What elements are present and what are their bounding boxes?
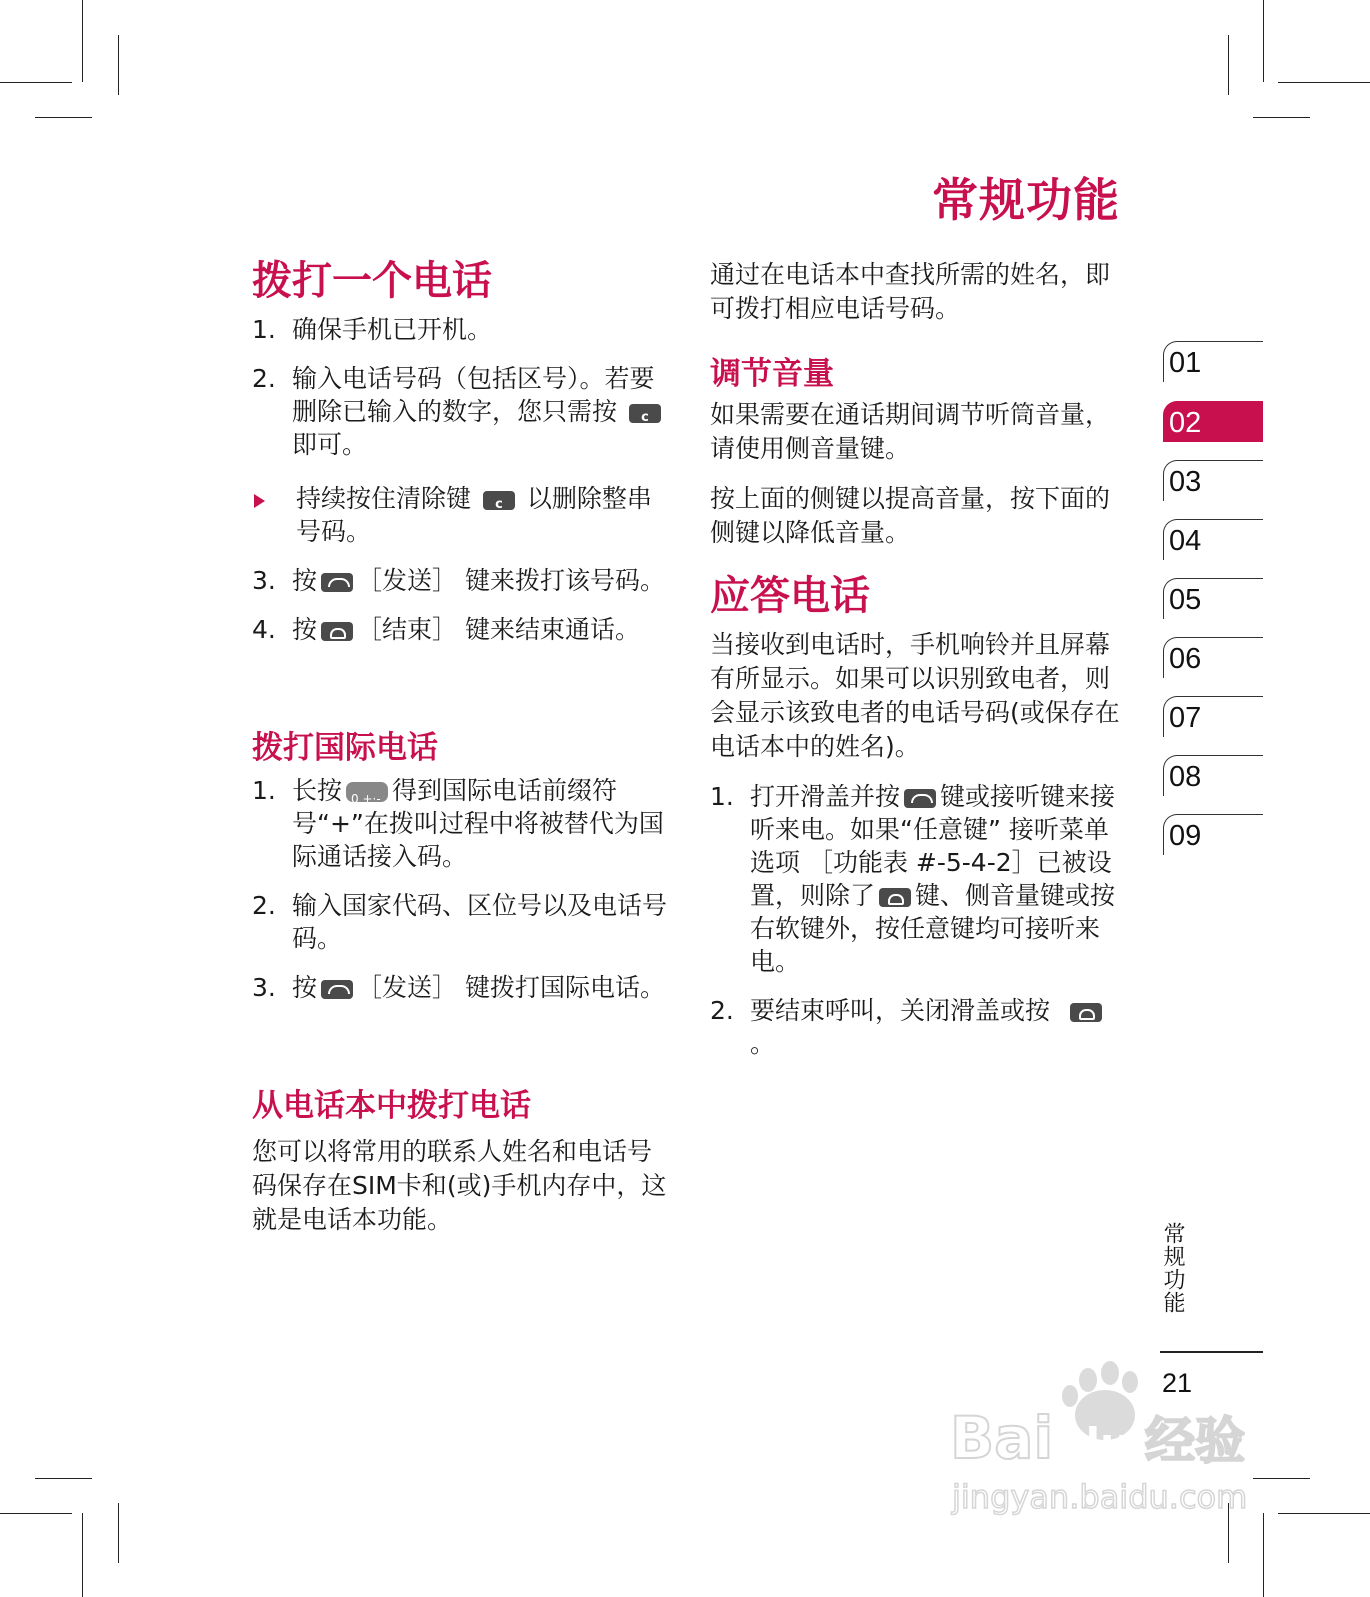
tab-label: 09 [1169, 820, 1202, 852]
item-text: 即可。 [292, 430, 368, 459]
crop-mark [1253, 117, 1310, 118]
item-number: 2. [252, 891, 276, 921]
tab-label: 04 [1169, 525, 1202, 557]
send-key-icon [321, 980, 353, 999]
tab-04[interactable] [1163, 519, 1263, 560]
tab-label: 02 [1169, 407, 1202, 439]
crop-mark [1263, 0, 1264, 82]
zero-plus-key-icon [346, 782, 388, 802]
item-text: 要结束呼叫，关闭滑盖或按 [750, 996, 1051, 1026]
list-item [710, 994, 1130, 1060]
tab-08[interactable] [1163, 755, 1263, 796]
item-number: 4. [252, 615, 276, 644]
item-number: 1. [252, 776, 276, 806]
tip-text: 持续按住清除键 [296, 484, 472, 513]
item-text: ［结束］ 键来结束通话。 [357, 615, 640, 644]
footer-rule [1160, 1351, 1263, 1353]
tab-09[interactable] [1163, 814, 1263, 855]
page-number: 21 [1162, 1368, 1193, 1398]
svg-text:经验: 经验 [1145, 1412, 1245, 1470]
item-number: 1. [252, 315, 276, 344]
tab-label: 01 [1169, 347, 1202, 379]
crop-mark [35, 1478, 92, 1479]
list-item [252, 613, 672, 646]
tab-02[interactable] [1163, 401, 1263, 442]
tab-label: 03 [1169, 466, 1202, 498]
section-title-answer: 应答电话 [710, 573, 870, 620]
item-text: 。 [750, 1029, 776, 1059]
send-key-icon [904, 789, 936, 808]
svg-text:du: du [1070, 1419, 1130, 1468]
item-text: ［发送］ 键拨打国际电话。 [357, 973, 665, 1003]
baidu-watermark-logo [940, 1360, 1270, 1520]
item-number: 1. [710, 782, 734, 812]
clear-key-icon [483, 491, 515, 510]
crop-mark [1263, 1513, 1264, 1597]
tab-03[interactable] [1163, 460, 1263, 501]
crop-mark [82, 0, 83, 82]
crop-mark [0, 1513, 72, 1514]
section-title-international: 拨打国际电话 [252, 730, 438, 766]
crop-mark [1228, 35, 1229, 95]
tab-05[interactable] [1163, 578, 1263, 619]
item-text: 按 [292, 566, 318, 595]
intro-text: 通过在电话本中查找所需的姓名，即可拨打相应电话号码。 [710, 260, 1111, 323]
arrow-bullet-icon [254, 494, 265, 508]
tab-label: 07 [1169, 702, 1202, 734]
item-text: 打开滑盖并按 [750, 782, 901, 812]
svg-text:Bai: Bai [950, 1404, 1054, 1472]
svg-text:jingyan.baidu.com: jingyan.baidu.com [952, 1478, 1248, 1516]
section-text: 当接收到电话时，手机响铃并且屏幕有所显示。如果可以识别致电者，则会显示该致电者的电话号码(或保存在电话本中的姓名)。 [710, 630, 1120, 762]
clear-key-icon [629, 404, 661, 423]
list-item [252, 889, 672, 955]
crop-mark [118, 35, 119, 95]
item-text: ［发送］ 键来拨打该号码。 [357, 566, 665, 595]
right-column [710, 258, 1130, 1060]
section-text: 按上面的侧键以提高音量，按下面的侧键以降低音量。 [710, 484, 1111, 548]
item-text: 确保手机已开机。 [292, 315, 493, 344]
item-text: 得到国际电话前缀符号“+”在拨叫过程中将被替代为国际通话接入码。 [292, 776, 664, 872]
send-key-icon [321, 573, 353, 592]
tip-item [252, 482, 672, 548]
tab-label: 08 [1169, 761, 1202, 793]
item-text: 键、侧音量键或按右软键外，按任意键均可接听来电。 [750, 881, 1116, 977]
crop-mark [82, 1513, 83, 1597]
item-number: 2. [710, 996, 734, 1026]
crop-mark [118, 1503, 119, 1563]
list-item [252, 564, 672, 597]
left-column [252, 255, 672, 1237]
tab-06[interactable] [1163, 637, 1263, 678]
section-title-phonebook-dial: 从电话本中拨打电话 [252, 1088, 531, 1125]
item-text: 键或接听键来接听来电。如果“任意键” 接听菜单选项 ［功能表 #-5-4-2］已被设置，则除了 [750, 782, 1116, 911]
crop-mark [1278, 82, 1370, 83]
tab-07[interactable] [1163, 696, 1263, 737]
tab-01[interactable] [1163, 341, 1263, 382]
item-text: 按 [292, 615, 318, 644]
end-key-icon [879, 888, 911, 907]
item-text: 输入电话号码（包括区号）。若要删除已输入的数字，您只需按 [292, 364, 655, 426]
page-title: 常规功能 [932, 173, 1120, 227]
tip-text: 以删除整串号码。 [296, 484, 652, 546]
side-chapter-label: 常规功能 [1160, 1222, 1185, 1314]
tab-label: 06 [1169, 643, 1202, 675]
list-item [252, 774, 672, 873]
list-item [710, 780, 1130, 978]
section-text: 您可以将常用的联系人姓名和电话号码保存在SIM卡和(或)手机内存中，这就是电话本功能。 [252, 1136, 667, 1234]
crop-mark [0, 82, 72, 83]
end-key-icon [1070, 1003, 1102, 1022]
item-text: 长按 [292, 776, 343, 806]
section-title-dial-call: 拨打一个电话 [252, 258, 492, 304]
item-number: 3. [252, 566, 276, 595]
item-text: 输入国家代码、区位号以及电话号码。 [292, 891, 668, 954]
list-item [252, 313, 672, 346]
section-title-volume: 调节音量 [710, 356, 834, 392]
crop-mark [35, 117, 92, 118]
item-number: 3. [252, 973, 276, 1003]
end-key-icon [321, 622, 353, 641]
crop-mark [1278, 1513, 1370, 1514]
item-text: 按 [292, 973, 318, 1003]
list-item [252, 971, 672, 1004]
list-item [252, 362, 672, 461]
item-number: 2. [252, 364, 276, 393]
tab-label: 05 [1169, 584, 1202, 616]
section-text: 如果需要在通话期间调节听筒音量，请使用侧音量键。 [710, 400, 1111, 464]
